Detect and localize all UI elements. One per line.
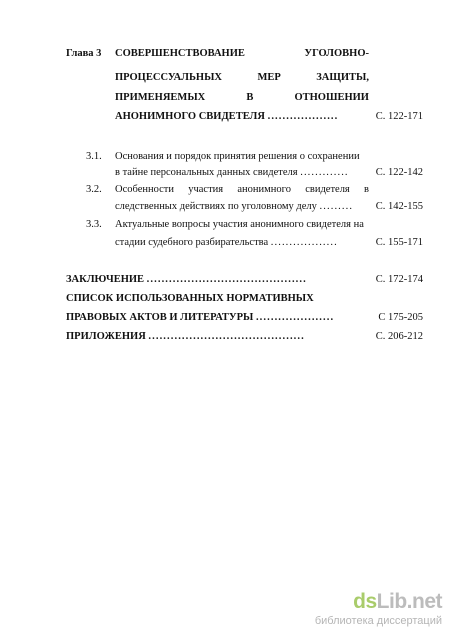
dslib-watermark <box>314 590 442 630</box>
title-word: МЕР <box>257 72 281 83</box>
leader-dots: ................... <box>267 111 339 122</box>
dslib-logo: dsLib.net <box>353 590 442 613</box>
title-word: ПРИМЕНЯЕМЫХ <box>115 92 206 103</box>
leader-dots: ............. <box>300 167 349 178</box>
title-word: ПРОЦЕССУАЛЬНЫХ <box>115 72 222 83</box>
page-range: С. 172-174 <box>375 274 423 285</box>
section-word: анонимного <box>237 184 291 195</box>
title-word: СОВЕРШЕНСТВОВАНИЕ <box>115 48 245 59</box>
section-word: в <box>364 184 369 195</box>
title-word: В <box>246 92 254 103</box>
chapter-title-line-3 <box>115 91 369 105</box>
section-number: 3.3. <box>86 219 102 230</box>
chapter-title-line-2 <box>115 71 369 85</box>
entry-title: ПРИЛОЖЕНИЯ <box>66 331 146 342</box>
page-range: С. 122-142 <box>375 167 423 178</box>
section-title-line-2 <box>115 166 349 180</box>
toc-entry-conclusion <box>66 273 307 287</box>
leader-dots: ......... <box>319 201 354 212</box>
toc-entry-bibliography-line-2 <box>66 311 334 325</box>
section-title-text: в тайне персональных данных свидетеля <box>115 167 298 178</box>
page-range: С. 122-171 <box>375 111 423 122</box>
dslib-subtitle: библиотека диссертаций <box>314 615 442 627</box>
leader-dots: .......................................... <box>148 331 305 342</box>
chapter-title-line-4 <box>115 110 338 124</box>
entry-title: ПРАВОВЫХ АКТОВ И ЛИТЕРАТУРЫ <box>66 312 254 323</box>
page-range: С. 142-155 <box>375 201 423 212</box>
section-number: 3.1. <box>86 151 102 162</box>
section-title-text: следственных действиях по уголовному делу <box>115 201 317 212</box>
chapter-title-line-1 <box>115 47 369 61</box>
chapter-label: Глава 3 <box>66 48 102 59</box>
section-word: участия <box>188 184 224 195</box>
toc-entry-bibliography-line-1: СПИСОК ИСПОЛЬЗОВАННЫХ НОРМАТИВНЫХ <box>66 293 314 304</box>
page-range: С. 206-212 <box>375 331 423 342</box>
section-title-text: стадии судебного разбирательства <box>115 237 269 248</box>
section-title-line-1: Актуальные вопросы участия анонимного свидетеля на <box>115 219 364 230</box>
title-text: АНОНИМНОГО СВИДЕТЕЛЯ <box>115 111 265 122</box>
title-word: ЗАЩИТЫ, <box>316 72 369 83</box>
section-word: свидетеля <box>305 184 350 195</box>
section-title-line-1: Основания и порядок принятия решения о сохранении <box>115 151 360 162</box>
page-range: С 175-205 <box>378 312 423 323</box>
leader-dots: ..................... <box>255 312 335 323</box>
toc-entry-appendices <box>66 330 305 344</box>
section-title-line-1 <box>115 183 369 197</box>
entry-title: ЗАКЛЮЧЕНИЕ <box>66 274 145 285</box>
leader-dots: ........................................... <box>146 274 307 285</box>
section-number: 3.2. <box>86 184 102 195</box>
section-title-line-2 <box>115 236 338 250</box>
title-word: ОТНОШЕНИИ <box>294 92 369 103</box>
section-title-line-2 <box>115 200 353 214</box>
page-range: С. 155-171 <box>375 237 423 248</box>
title-word: УГОЛОВНО- <box>304 48 369 59</box>
leader-dots: .................. <box>270 237 338 248</box>
section-word: Особенности <box>115 184 174 195</box>
